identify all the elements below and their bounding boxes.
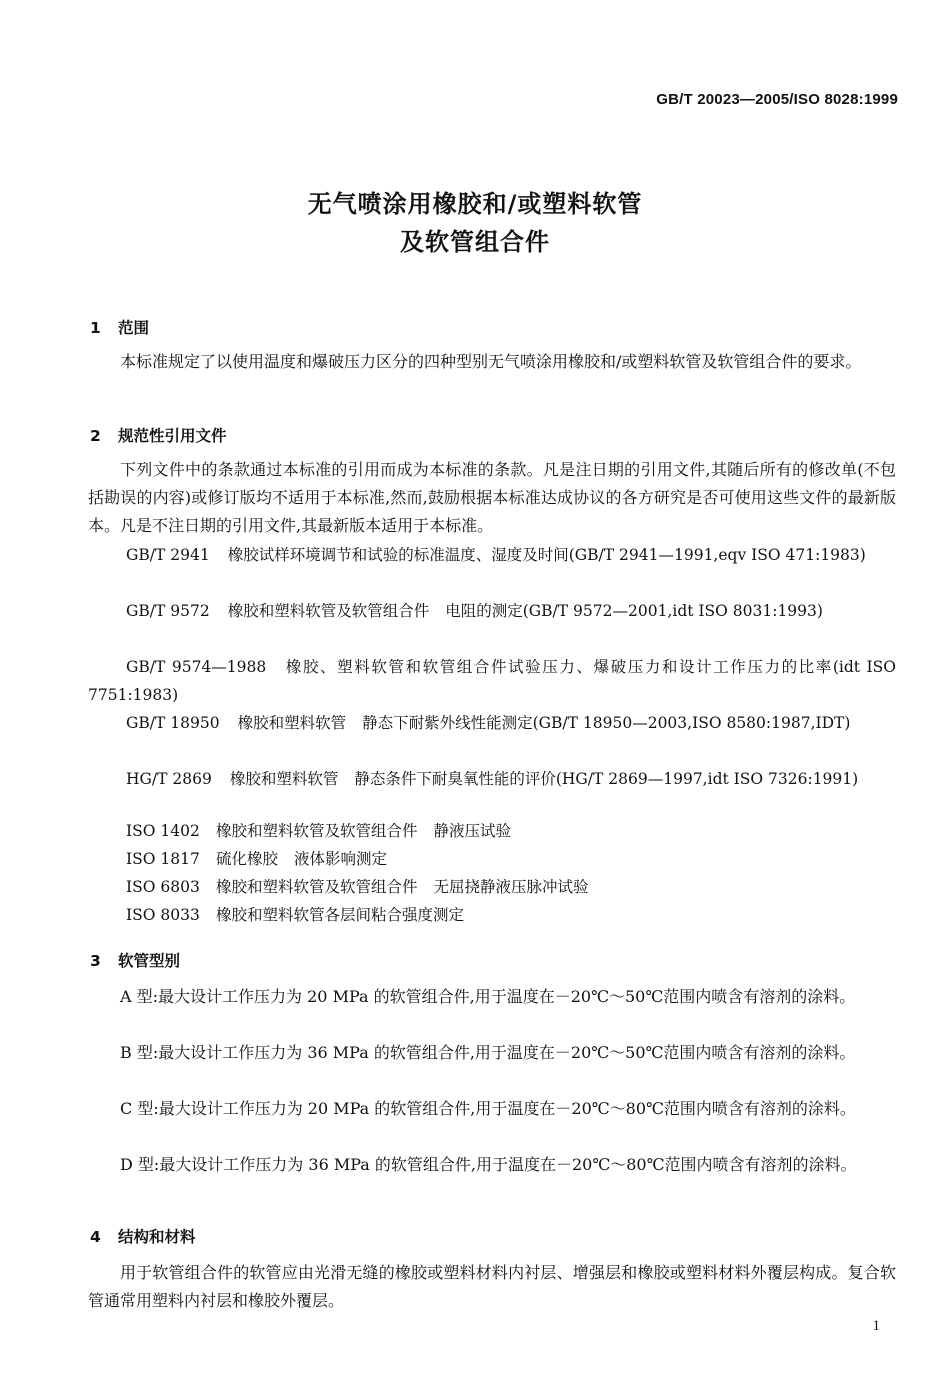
reference-name: 橡胶和塑料软管及软管组合件 <box>227 602 430 620</box>
reference-code: GB/T 2941 <box>126 546 210 564</box>
reference-entry <box>126 817 511 845</box>
reference-entry <box>126 845 387 873</box>
document-title-line-1: 无气喷涂用橡胶和/或塑料软管 <box>307 190 643 218</box>
reference-detail: 无屈挠静液压脉冲试验 <box>433 878 589 896</box>
reference-name: 硫化橡胶 <box>216 850 279 868</box>
reference-entry <box>88 597 896 625</box>
hose-type-c: C 型:最大设计工作压力为 20 MPa 的软管组合件,用于温度在－20℃～80℃范围内喷含有溶剂的涂料。 <box>120 1099 856 1118</box>
section-title: 规范性引用文件 <box>118 427 227 445</box>
reference-code: GB/T 9572 <box>126 602 210 620</box>
section-number: 1 <box>90 319 101 337</box>
reference-entry <box>88 709 896 737</box>
reference-detail: 液体影响测定 <box>294 850 388 868</box>
section-title: 结构和材料 <box>118 1228 196 1246</box>
reference-code: GB/T 18950 <box>126 714 220 732</box>
references-intro-paragraph: 下列文件中的条款通过本标准的引用而成为本标准的条款。凡是注日期的引用文件,其随后所有的修改单(不包括勘误的内容)或修订版均不适用于本标准,然而,鼓励根据本标准达成协议的各方研究是否可使用这些文件的最新版本。凡是不注日期的引用文件,其最新版本适用于本标准。 <box>88 460 896 535</box>
standard-code: GB/T 20023—2005/ISO 8028:1999 <box>656 91 898 108</box>
document-title-line-2: 及软管组合件 <box>400 228 550 256</box>
reference-detail: 电阻的测定(GB/T 9572—2001,idt ISO 8031:1993) <box>445 602 823 620</box>
section-number: 3 <box>90 952 101 970</box>
reference-entry <box>88 765 896 793</box>
reference-name: 橡胶试样环境调节和试验的标准温度、湿度及时间 <box>227 546 569 564</box>
section-heading-construction-materials <box>90 1225 196 1247</box>
reference-detail: 静态下耐紫外线性能测定(GB/T 18950—2003,ISO 8580:1987,IDT) <box>362 714 851 732</box>
reference-name: 橡胶和塑料软管 <box>237 714 347 732</box>
section-heading-hose-types <box>90 949 180 971</box>
reference-detail: (idt ISO 7751:1983) <box>88 658 897 704</box>
reference-name: 橡胶和塑料软管 <box>229 770 339 788</box>
reference-code: ISO 8033 <box>126 906 200 924</box>
section-title: 软管型别 <box>118 952 181 970</box>
reference-detail: (GB/T 2941—1991,eqv ISO 471:1983) <box>568 546 866 564</box>
reference-name: 橡胶、塑料软管和软管组合件试验压力、爆破压力和设计工作压力的比率 <box>284 658 833 676</box>
hose-type-b: B 型:最大设计工作压力为 36 MPa 的软管组合件,用于温度在－20℃～50℃范围内喷含有溶剂的涂料。 <box>120 1043 856 1062</box>
hose-type-d: D 型:最大设计工作压力为 36 MPa 的软管组合件,用于温度在－20℃～80℃范围内喷含有溶剂的涂料。 <box>120 1155 857 1174</box>
reference-name: 橡胶和塑料软管及软管组合件 <box>216 878 418 896</box>
reference-detail: 静态条件下耐臭氧性能的评价(HG/T 2869—1997,idt ISO 7326:1991) <box>354 770 859 788</box>
page-number: 1 <box>872 1318 880 1334</box>
reference-code: GB/T 9574—1988 <box>126 658 267 676</box>
reference-entry <box>88 653 896 709</box>
construction-paragraph: 用于软管组合件的软管应由光滑无缝的橡胶或塑料材料内衬层、增强层和橡胶或塑料材料外覆层构成。复合软管通常用塑料内衬层和橡胶外覆层。 <box>88 1263 896 1310</box>
reference-detail: 静液压试验 <box>433 822 512 840</box>
reference-code: ISO 1402 <box>126 822 200 840</box>
reference-code: ISO 6803 <box>126 878 200 896</box>
section-heading-normative-references <box>90 424 227 446</box>
section-heading-scope <box>90 316 149 338</box>
section-title: 范围 <box>118 319 150 337</box>
reference-name: 橡胶和塑料软管各层间粘合强度测定 <box>216 906 465 924</box>
section-number: 4 <box>90 1228 101 1246</box>
reference-code: HG/T 2869 <box>126 770 212 788</box>
reference-code: ISO 1817 <box>126 850 200 868</box>
hose-type-a: A 型:最大设计工作压力为 20 MPa 的软管组合件,用于温度在－20℃～50℃范围内喷含有溶剂的涂料。 <box>120 987 856 1006</box>
scope-paragraph: 本标准规定了以使用温度和爆破压力区分的四种型别无气喷涂用橡胶和/或塑料软管及软管组合件的要求。 <box>120 352 862 371</box>
reference-entry <box>126 901 480 929</box>
reference-entry <box>88 541 896 569</box>
reference-name: 橡胶和塑料软管及软管组合件 <box>216 822 418 840</box>
reference-entry <box>126 873 589 901</box>
section-number: 2 <box>90 427 101 445</box>
